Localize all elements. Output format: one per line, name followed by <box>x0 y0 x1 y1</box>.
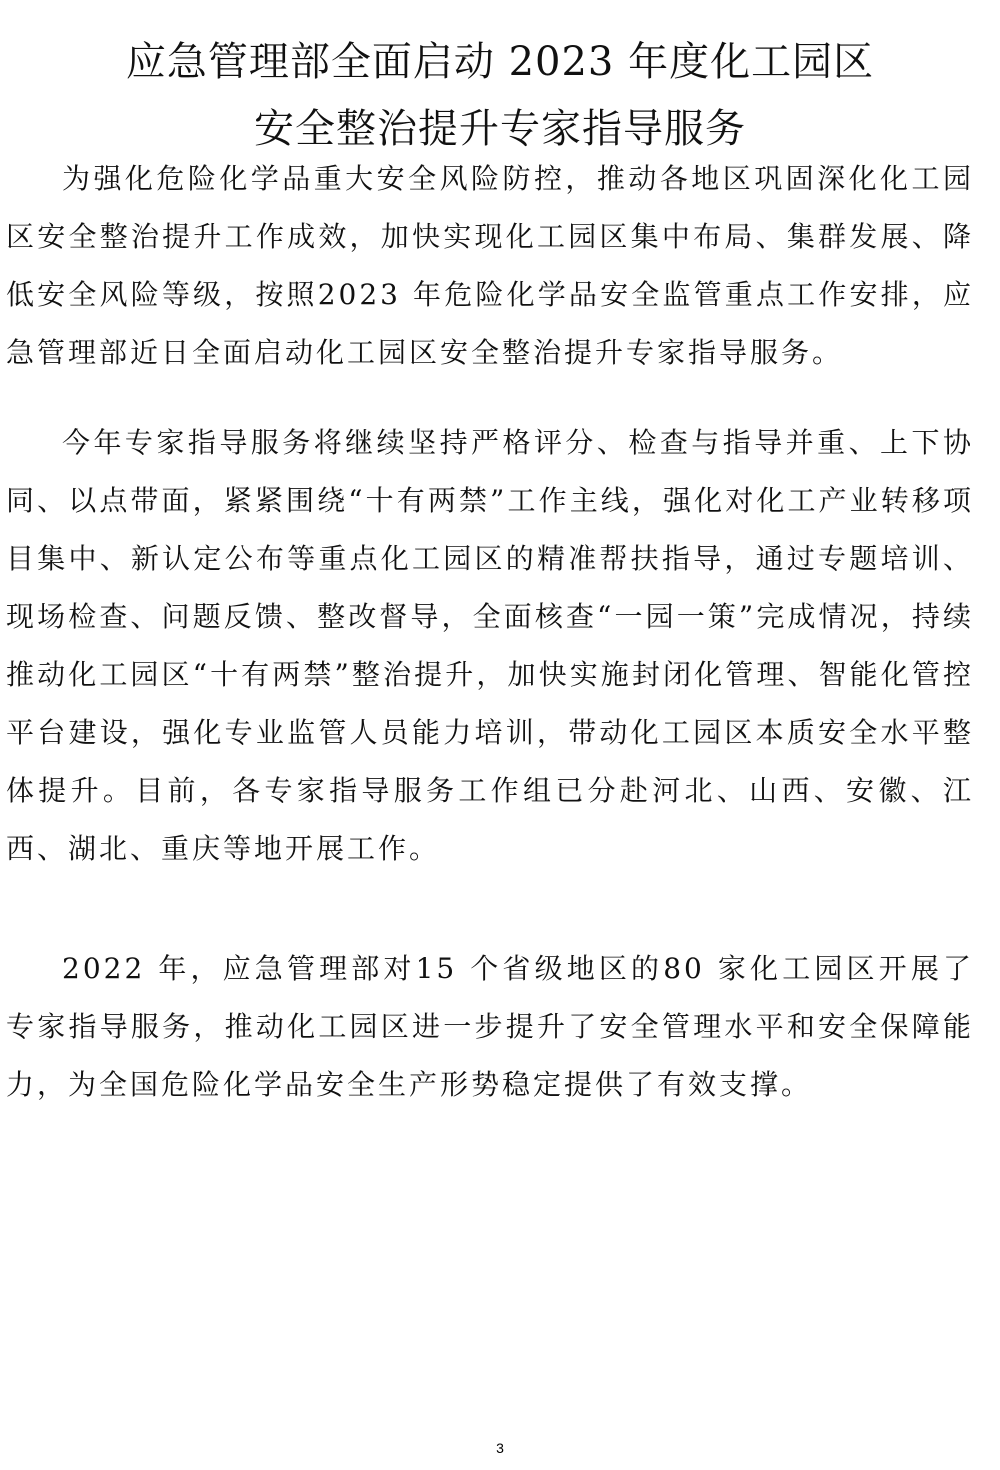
paragraph-3: 2022 年，应急管理部对15 个省级地区的80 家化工园区开展了专家指导服务，推动化工园区进一步提升了安全管理水平和安全保障能力，为全国危险化学品安全生产形势稳定提供了有效支撑。 <box>6 952 974 1101</box>
page-number: 3 <box>496 1440 504 1456</box>
paragraph-2: 今年专家指导服务将继续坚持严格评分、检查与指导并重、上下协同、以点带面，紧紧围绕“十有两禁”工作主线，强化对化工产业转移项目集中、新认定公布等重点化工园区的精准帮扶指导，通过专题培训、现场检查、问题反馈、整改督导，全面核查“一园一策”完成情况，持续推动化工园区“十有两禁”整治提升，加快实施封闭化管理、智能化管控平台建设，强化专业监管人员能力培训，带动化工园区本质安全水平整体提升。目前，各专家指导服务工作组已分赴河北、山西、安徽、江西、湖北、重庆等地开展工作。 <box>6 426 974 865</box>
paragraph-1: 为强化危险化学品重大安全风险防控，推动各地区巩固深化化工园区安全整治提升工作成效，加快实现化工园区集中布局、集群发展、降低安全风险等级，按照2023 年危险化学品安全监管重点工作安排，应急管理部近日全面启动化工园区安全整治提升专家指导服务。 <box>6 162 974 369</box>
document-title-line-1: 应急管理部全面启动 2023 年度化工园区 <box>125 38 875 85</box>
document-title-line-2: 安全整治提升专家指导服务 <box>254 105 746 152</box>
